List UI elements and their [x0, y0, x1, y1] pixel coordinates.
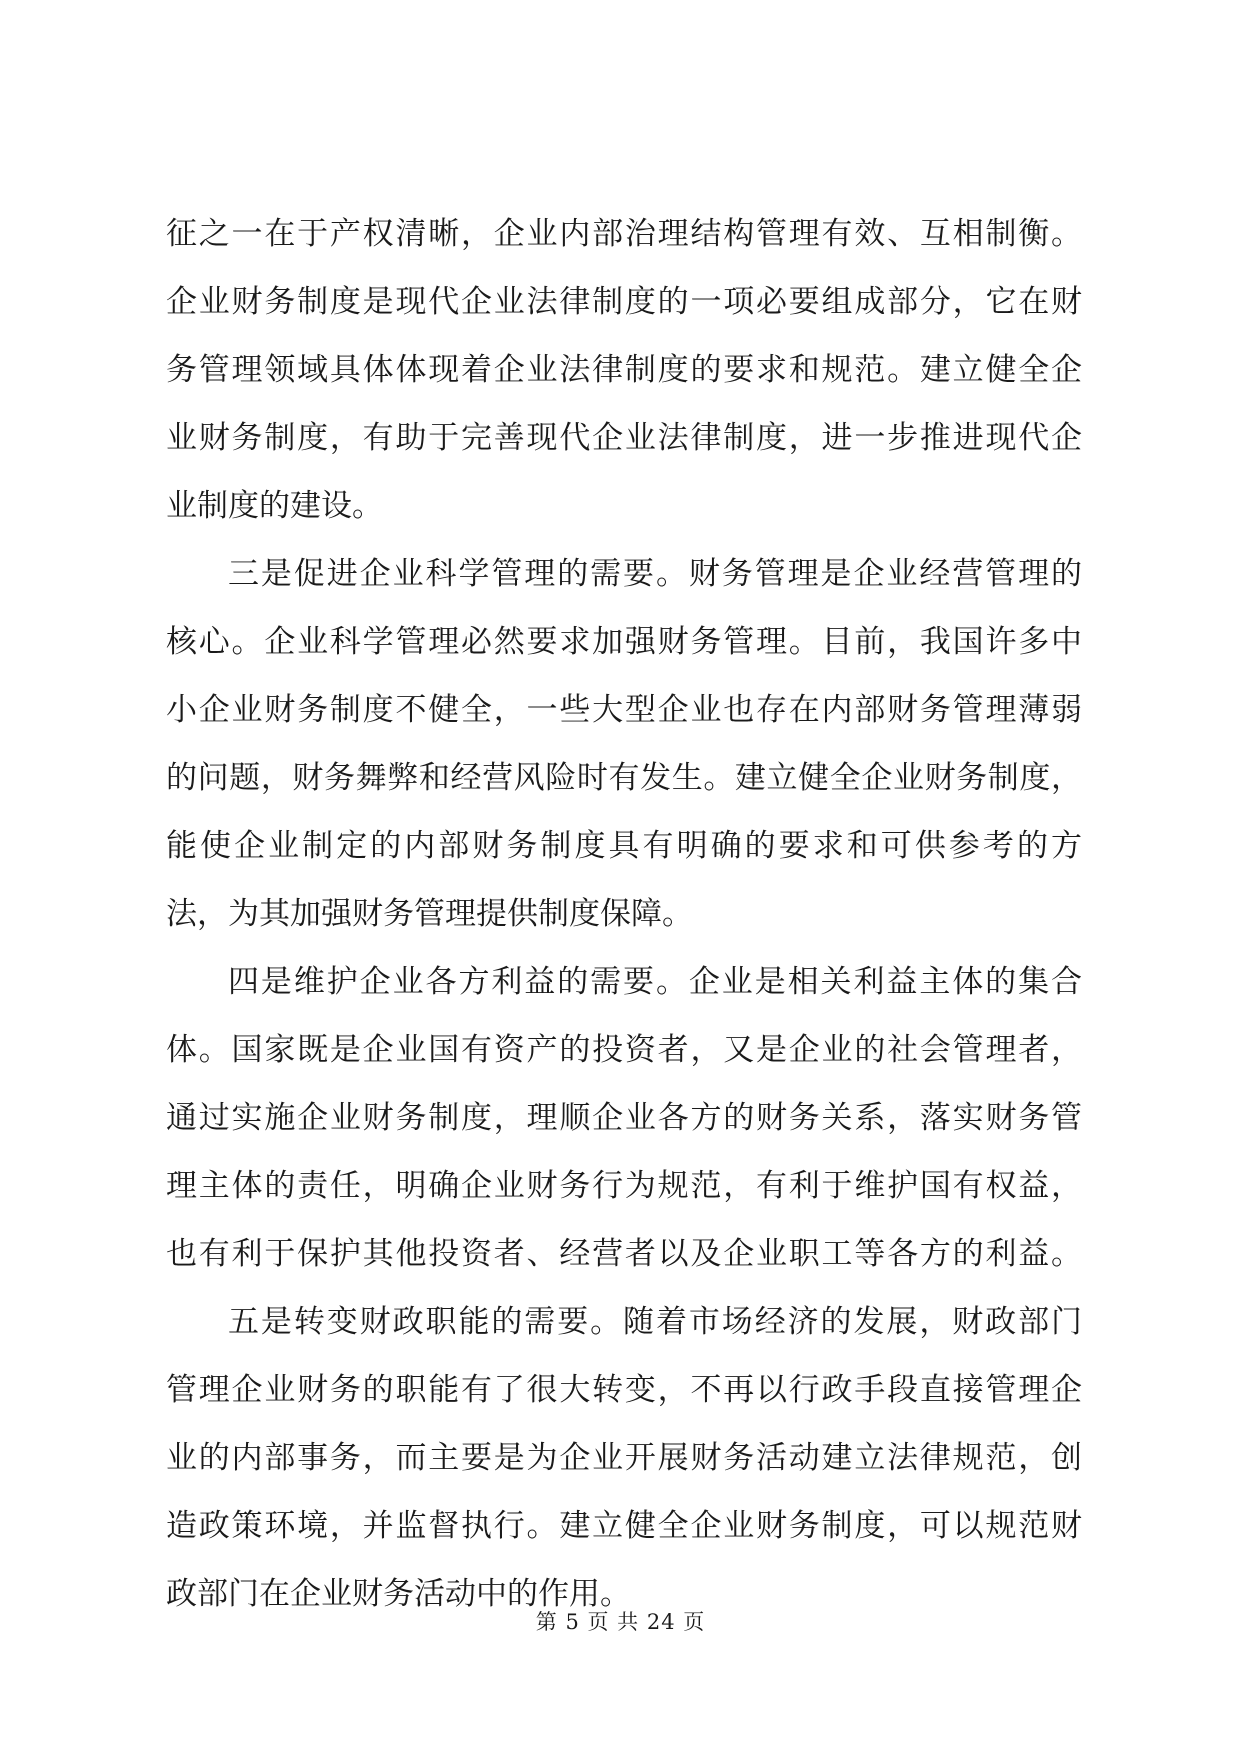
page-footer [0, 1606, 1241, 1636]
text-line: 造政策环境，并监督执行。建立健全企业财务制度，可以规范财 [166, 1508, 1082, 1544]
text-line: 政部门在企业财务活动中的作用。 [166, 1576, 631, 1612]
text-line: 三是促进企业科学管理的需要。财务管理是企业经营管理的 [228, 556, 1082, 592]
text-line: 业制度的建设。 [166, 488, 383, 524]
text-line: 也有利于保护其他投资者、经营者以及企业职工等各方的利益。 [166, 1236, 1082, 1272]
text-line: 五是转变财政职能的需要。随着市场经济的发展，财政部门 [228, 1304, 1082, 1340]
body-text [166, 200, 1082, 1628]
text-line: 小企业财务制度不健全，一些大型企业也存在内部财务管理薄弱 [166, 692, 1082, 728]
text-line: 理主体的责任，明确企业财务行为规范，有利于维护国有权益， [166, 1168, 1082, 1204]
text-line: 企业财务制度是现代企业法律制度的一项必要组成部分，它在财 [166, 284, 1082, 320]
page-number-label: 第 5 页 共 24 页 [535, 1610, 706, 1634]
text-line: 业财务制度，有助于完善现代企业法律制度，进一步推进现代企 [166, 420, 1082, 456]
text-line: 四是维护企业各方利益的需要。企业是相关利益主体的集合 [228, 964, 1082, 1000]
text-line: 法，为其加强财务管理提供制度保障。 [166, 896, 693, 932]
text-line: 通过实施企业财务制度，理顺企业各方的财务关系，落实财务管 [166, 1100, 1082, 1136]
text-line: 体。国家既是企业国有资产的投资者，又是企业的社会管理者， [166, 1032, 1082, 1068]
text-line: 能使企业制定的内部财务制度具有明确的要求和可供参考的方 [166, 828, 1082, 864]
text-line: 务管理领域具体体现着企业法律制度的要求和规范。建立健全企 [166, 352, 1082, 388]
text-line: 管理企业财务的职能有了很大转变，不再以行政手段直接管理企 [166, 1372, 1082, 1408]
text-line: 的问题，财务舞弊和经营风险时有发生。建立健全企业财务制度， [166, 760, 1082, 796]
text-line: 业的内部事务，而主要是为企业开展财务活动建立法律规范，创 [166, 1440, 1082, 1476]
text-line: 核心。企业科学管理必然要求加强财务管理。目前，我国许多中 [166, 624, 1082, 660]
text-line: 征之一在于产权清晰，企业内部治理结构管理有效、互相制衡。 [166, 216, 1082, 252]
